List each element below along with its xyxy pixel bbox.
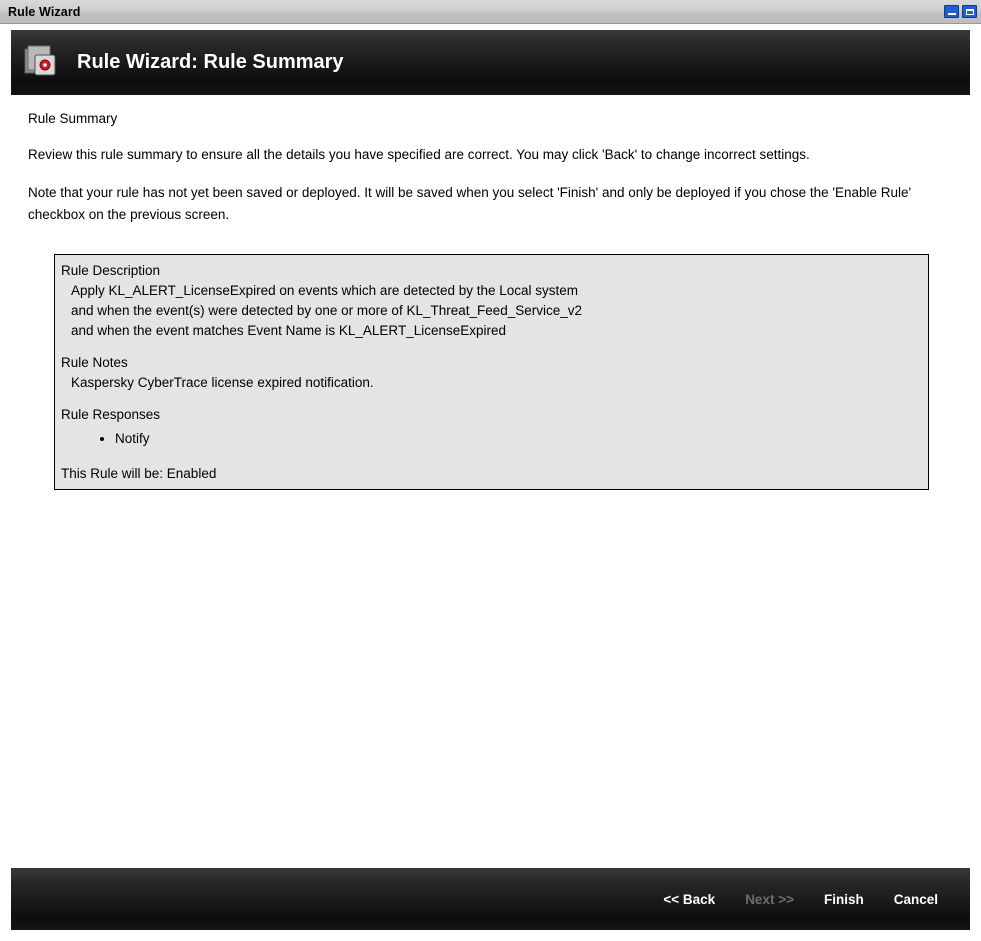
window-controls: [944, 5, 977, 18]
title-bar: [0, 0, 981, 24]
minimize-icon: [948, 13, 956, 15]
finish-button[interactable]: Finish: [823, 891, 864, 907]
list-item: • Notify: [115, 429, 928, 449]
page-title: Rule Wizard: Rule Summary: [77, 51, 344, 73]
rule-responses-heading: Rule Responses: [61, 407, 161, 422]
rule-description-line-1: Apply KL_ALERT_LicenseExpired on events which are detected by the Local system: [71, 283, 579, 298]
window-title: Rule Wizard: [8, 4, 81, 19]
cancel-button[interactable]: Cancel: [893, 891, 938, 907]
rule-description-heading: Rule Description: [61, 263, 161, 278]
maximize-icon: [966, 9, 974, 15]
rule-description-line-2: and when the event(s) were detected by one or more of KL_Threat_Feed_Service_v2: [71, 303, 583, 318]
rule-notes-heading: Rule Notes: [61, 355, 128, 370]
rule-responses-list: [55, 429, 928, 449]
rule-wizard-icon: [23, 43, 65, 83]
wizard-content: [0, 95, 981, 490]
rule-status-line: This Rule will be: Enabled: [61, 466, 217, 481]
rule-notes-text: Kaspersky CyberTrace license expired notification.: [71, 375, 374, 390]
spacer: [55, 341, 928, 353]
rule-summary-box: [54, 254, 929, 490]
instruction-paragraph-1: Review this rule summary to ensure all the details you have specified are correct. You may click 'Back' to change incorrect settings.: [28, 147, 810, 162]
instruction-paragraph-2: Note that your rule has not yet been saved or deployed. It will be saved when you select 'Finish' and only be deployed if you chose the 'Enable Rule' checkbox on the previous screen.: [28, 185, 912, 222]
section-label: Rule Summary: [28, 111, 118, 126]
maximize-button[interactable]: [962, 5, 977, 18]
wizard-header: [11, 30, 970, 95]
rule-description-line-3: and when the event matches Event Name is KL_ALERT_LicenseExpired: [71, 323, 506, 338]
minimize-button[interactable]: [944, 5, 959, 18]
next-button: Next >>: [745, 891, 794, 907]
wizard-footer: [11, 868, 970, 930]
spacer: [55, 393, 928, 405]
back-button[interactable]: << Back: [663, 891, 716, 907]
